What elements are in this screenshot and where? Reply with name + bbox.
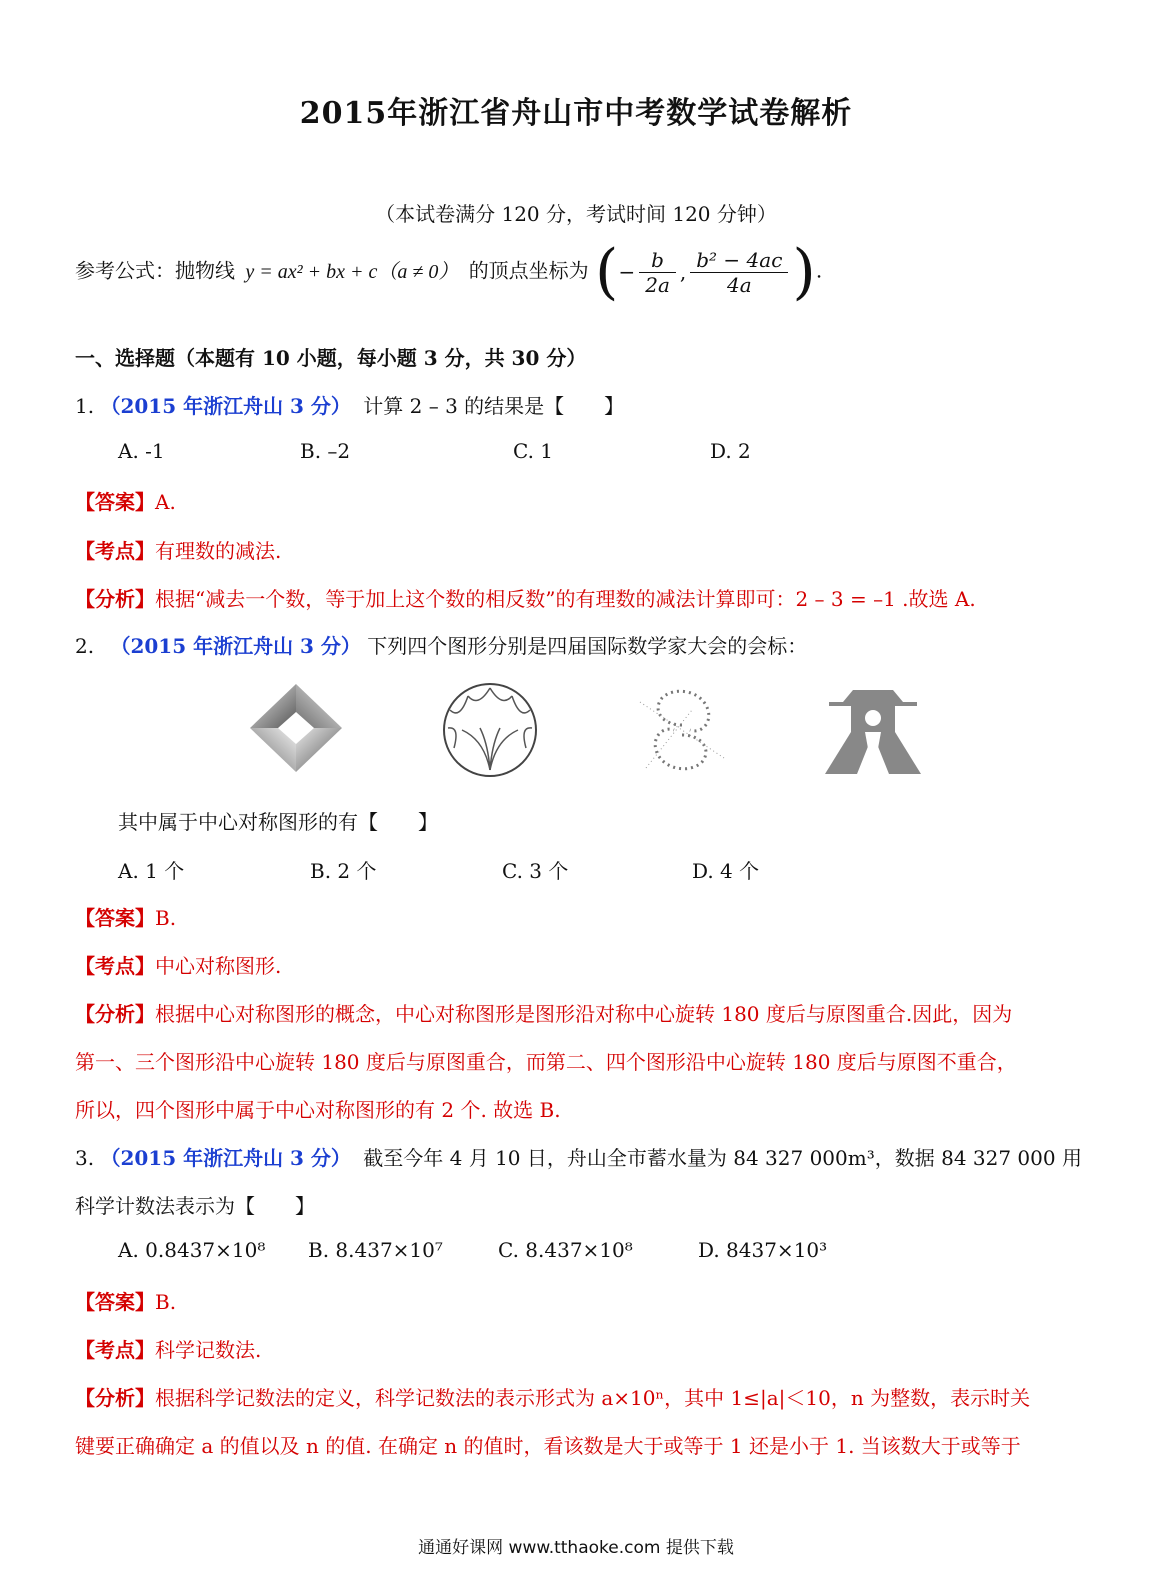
q1-option-d: D. 2 xyxy=(710,439,751,463)
page-footer: 通通好课网 www.tthaoke.com 提供下载 xyxy=(418,1538,734,1558)
q3-analysis-line-1: 【分析】根据科学记数法的定义，科学记数法的表示形式为 a×10ⁿ，其中 1≤|a|＜10，n 为整数，表示时关 xyxy=(75,1386,1031,1410)
q2-point: 【考点】中心对称图形. xyxy=(75,954,282,978)
q1-option-c: C. 1 xyxy=(513,439,554,463)
q3-point: 【考点】科学记数法. xyxy=(75,1338,262,1362)
q2-subquestion: 其中属于中心对称图形的有【 】 xyxy=(118,810,438,834)
q3-analysis-line-2: 键要正确确定 a 的值以及 n 的值. 在确定 n 的值时，看该数是大于或等于 1 还是小于 1. 当该数大于或等于 xyxy=(75,1434,1021,1458)
question-source: （2015 年浙江舟山 3 分） xyxy=(100,394,351,418)
q2-analysis-line-3: 所以，四个图形中属于中心对称图形的有 2 个. 故选 B. xyxy=(75,1098,561,1122)
q1-answer: 【答案】A. xyxy=(75,490,176,514)
q2-answer: 【答案】B. xyxy=(75,906,177,930)
question-source: （2015 年浙江舟山 3 分） xyxy=(110,634,361,658)
exam-note: （本试卷满分 120 分，考试时间 120 分钟） xyxy=(375,202,777,226)
q3-option-d: D. 8437×10³ xyxy=(698,1238,828,1262)
q2-option-a: A. 1 个 xyxy=(118,859,185,883)
dotted-spiral-logo-figure xyxy=(632,680,732,780)
temple-logo-figure xyxy=(823,684,923,776)
q2-analysis-line-1: 【分析】根据中心对称图形的概念，中心对称图形是图形沿对称中心旋转 180 度后与原图重合.因此，因为 xyxy=(75,1002,1013,1026)
q3-option-b: B. 8.437×10⁷ xyxy=(308,1238,443,1262)
q1-analysis: 【分析】根据“减去一个数，等于加上这个数的相反数”的有理数的减法计算即可：2 – 3 = –1 .故选 A. xyxy=(75,587,976,611)
formula-prefix: 参考公式：抛物线 xyxy=(75,258,235,283)
formula-middle: 的顶点坐标为 xyxy=(468,258,589,283)
q1-option-b: B. –2 xyxy=(300,439,351,463)
fraction-2: $\frac{\text{b² − 4ac}}{4a}$ xyxy=(690,248,788,297)
q2-analysis-line-2: 第一、三个图形沿中心旋转 180 度后与原图重合，而第二、四个图形沿中心旋转 180 度后与原图不重合， xyxy=(75,1050,1017,1074)
section-heading: 一、选择题（本题有 10 小题，每小题 3 分，共 30 分） xyxy=(75,346,587,370)
q3-option-c: C. 8.437×10⁸ xyxy=(498,1238,633,1262)
page-title: 2015年浙江省舟山市中考数学试卷解析 xyxy=(299,96,853,131)
left-paren: ( xyxy=(595,237,619,307)
pinwheel-logo-figure xyxy=(248,682,344,774)
q3-option-a: A. 0.8437×10⁸ xyxy=(118,1238,266,1262)
q1-option-a: A. -1 xyxy=(118,439,165,463)
right-paren: ) xyxy=(792,237,816,307)
reference-formula: 参考公式：抛物线 y = ax² + bx + c（a ≠ 0） 的顶点坐标为 (− $\frac{b}{2a}$ , $\frac{\text{b² − 4ac}}{4a}$ ). xyxy=(75,237,823,307)
circle-arcs-logo-figure xyxy=(440,680,540,780)
q2-option-b: B. 2 个 xyxy=(310,859,377,883)
question-1: 1. （2015 年浙江舟山 3 分） 计算 2 – 3 的结果是【 】 xyxy=(75,394,625,418)
parabola-expression: y = ax² + bx + c（a ≠ 0） xyxy=(245,260,459,283)
question-3: 3. （2015 年浙江舟山 3 分） 截至今年 4 月 10 日，舟山全市蓄水量为 84 327 000m³，数据 84 327 000 用 xyxy=(75,1146,1082,1170)
q1-point: 【考点】有理数的减法. xyxy=(75,539,282,563)
fraction-1: $\frac{b}{2a}$ xyxy=(639,248,676,297)
question-3-line-2: 科学计数法表示为【 】 xyxy=(75,1194,315,1218)
q2-option-c: C. 3 个 xyxy=(502,859,569,883)
q2-option-d: D. 4 个 xyxy=(692,859,760,883)
question-source: （2015 年浙江舟山 3 分） xyxy=(100,1146,351,1170)
question-2: 2. （2015 年浙江舟山 3 分） 下列四个图形分别是四届国际数学家大会的会标： xyxy=(75,634,808,658)
q3-answer: 【答案】B. xyxy=(75,1290,177,1314)
formula-suffix: . xyxy=(815,258,823,283)
